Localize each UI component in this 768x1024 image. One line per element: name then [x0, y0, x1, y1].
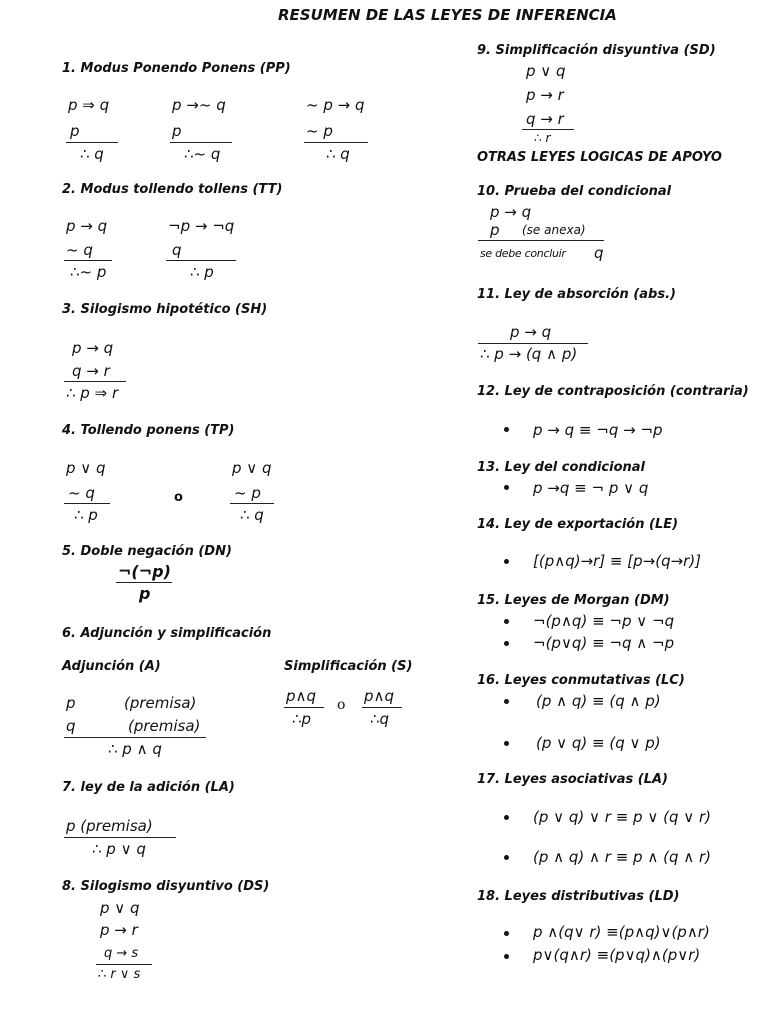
- exportacion-formula: [(p∧q)→r] ≡ [p→(q→r)]: [533, 552, 702, 570]
- morgan-bullet-2: [504, 641, 509, 646]
- sh-premise1: p → q: [72, 339, 114, 357]
- heading-leyes-conmutativas: 16. Leyes conmutativas (LC): [477, 673, 685, 688]
- simp-b-premise: p∧q: [364, 687, 395, 705]
- conmutativa-formula-2: (p ∨ q) ≡ (q ∨ p): [536, 734, 661, 752]
- abs-conclusion: ∴ p → (q ∧ p): [480, 345, 578, 363]
- simp-a-rule: [284, 707, 324, 708]
- pp-b-premise2: p: [172, 122, 182, 140]
- conmutativa-formula-1: (p ∧ q) ≡ (q ∧ p): [536, 692, 661, 710]
- pp-b-conclusion: ∴~ q: [184, 145, 221, 163]
- contraposicion-bullet: [504, 427, 509, 432]
- tp-a-premise1: p ∨ q: [66, 459, 106, 477]
- morgan-formula-1: ¬(p∧q) ≡ ¬p ∨ ¬q: [533, 612, 675, 630]
- sd-conclusion: ∴ r: [534, 131, 551, 145]
- adj-rule: [64, 737, 206, 738]
- asociativa-bullet-2: [504, 855, 509, 860]
- heading-ley-adicion: 7. ley de la adición (LA): [62, 780, 235, 795]
- tp-b-rule: [230, 503, 274, 504]
- ds-premise2: p → r: [100, 921, 138, 939]
- adj-line1-var: p: [66, 694, 76, 712]
- heading-adjuncion: Adjunción (A): [62, 659, 161, 674]
- simp-b-conclusion: ∴q: [370, 710, 390, 728]
- tp-a-premise2: ~ q: [68, 484, 95, 502]
- tp-a-rule: [64, 503, 110, 504]
- heading-ley-exportacion: 14. Ley de exportación (LE): [477, 517, 679, 532]
- ds-conclusion: ∴ r ∨ s: [98, 967, 141, 982]
- tt-b-premise1: ¬p → ¬q: [168, 217, 235, 235]
- heading-silogismo-hipotetico: 3. Silogismo hipotético (SH): [62, 302, 268, 317]
- pp-c-rule: [304, 142, 368, 143]
- sd-premise1: p ∨ q: [526, 62, 566, 80]
- distributiva-formula-2: p∨(q∧r) ≡(p∨q)∧(p∨r): [533, 946, 701, 964]
- dn-premise: ¬(¬p): [118, 562, 171, 581]
- tt-b-rule: [166, 260, 236, 261]
- pc-premise1: p → q: [490, 203, 532, 221]
- simp-a-conclusion: ∴p: [292, 710, 312, 728]
- pp-a-rule: [66, 142, 118, 143]
- pp-c-conclusion: ∴ q: [326, 145, 350, 163]
- adj-line2-note: (premisa): [128, 717, 201, 735]
- heading-leyes-distributivas: 18. Leyes distributivas (LD): [477, 889, 680, 904]
- asociativa-bullet-1: [504, 815, 509, 820]
- la-rule: [64, 837, 176, 838]
- la-conclusion: ∴ p ∨ q: [92, 840, 146, 858]
- tp-b-conclusion: ∴ q: [240, 506, 264, 524]
- abs-premise: p → q: [510, 323, 552, 341]
- pp-a-premise1: p ⇒ q: [68, 96, 110, 114]
- tt-b-premise2: q: [172, 241, 182, 259]
- heading-otras-leyes: OTRAS LEYES LOGICAS DE APOYO: [477, 150, 722, 165]
- simp-a-premise: p∧q: [286, 687, 317, 705]
- simp-separator: o: [337, 697, 346, 713]
- heading-adjuncion-simplificacion: 6. Adjunción y simplificación: [62, 626, 272, 641]
- tt-b-conclusion: ∴ p: [190, 263, 214, 281]
- sd-premise2: p → r: [526, 86, 564, 104]
- pc-conclusion-text: se debe concluir: [480, 247, 566, 260]
- dn-conclusion: p: [139, 584, 151, 603]
- heading-prueba-condicional: 10. Prueba del condicional: [477, 184, 672, 199]
- heading-modus-tollendo-tollens: 2. Modus tollendo tollens (TT): [62, 182, 283, 197]
- tp-separator: o: [174, 490, 183, 505]
- tp-a-conclusion: ∴ p: [74, 506, 98, 524]
- heading-leyes-morgan: 15. Leyes de Morgan (DM): [477, 593, 670, 608]
- heading-simplificacion: Simplificación (S): [284, 659, 413, 674]
- pp-b-rule: [170, 142, 232, 143]
- adj-line1-note: (premisa): [124, 694, 197, 712]
- tt-a-conclusion: ∴~ p: [70, 263, 107, 281]
- morgan-formula-2: ¬(p∨q) ≡ ¬q ∧ ¬p: [533, 634, 675, 652]
- sd-premise3: q → r: [526, 110, 564, 128]
- simp-b-rule: [362, 707, 402, 708]
- distributiva-formula-1: p ∧(q∨ r) ≡(p∧q)∨(p∧r): [533, 923, 710, 941]
- condicional-formula: p →q ≡ ¬ p ∨ q: [533, 479, 649, 497]
- ds-rule: [96, 964, 152, 965]
- sh-rule: [64, 381, 126, 382]
- pp-a-premise2: p: [70, 122, 80, 140]
- heading-doble-negacion: 5. Doble negación (DN): [62, 544, 232, 559]
- pp-c-premise1: ~ p → q: [306, 96, 365, 114]
- adj-conclusion: ∴ p ∧ q: [108, 740, 162, 758]
- contraposicion-formula: p → q ≡ ¬q → ¬p: [533, 421, 663, 439]
- dn-rule: [116, 582, 172, 583]
- distributiva-bullet-1: [504, 931, 509, 936]
- morgan-bullet-1: [504, 619, 509, 624]
- tt-a-rule: [64, 260, 112, 261]
- exportacion-bullet: [504, 559, 509, 564]
- heading-ley-condicional: 13. Ley del condicional: [477, 460, 645, 475]
- heading-modus-ponendo-ponens: 1. Modus Ponendo Ponens (PP): [62, 61, 291, 76]
- asociativa-formula-1: (p ∨ q) ∨ r ≡ p ∨ (q ∨ r): [533, 808, 711, 826]
- conmutativa-bullet-2: [504, 741, 509, 746]
- pp-c-premise2: ~ p: [306, 122, 333, 140]
- pc-conclusion-var: q: [594, 244, 604, 262]
- heading-ley-contraposicion: 12. Ley de contraposición (contraria): [477, 384, 749, 399]
- conmutativa-bullet-1: [504, 699, 509, 704]
- heading-simplificacion-disyuntiva: 9. Simplificación disyuntiva (SD): [477, 43, 716, 58]
- pp-a-conclusion: ∴ q: [80, 145, 104, 163]
- page-title: RESUMEN DE LAS LEYES DE INFERENCIA: [278, 6, 617, 24]
- abs-rule: [478, 343, 588, 344]
- tt-a-premise1: p → q: [66, 217, 108, 235]
- asociativa-formula-2: (p ∧ q) ∧ r ≡ p ∧ (q ∧ r): [533, 848, 711, 866]
- ds-premise1: p ∨ q: [100, 899, 140, 917]
- sh-conclusion: ∴ p ⇒ r: [66, 384, 119, 402]
- adj-line2-var: q: [66, 717, 76, 735]
- la-premise: p (premisa): [66, 817, 153, 835]
- distributiva-bullet-2: [504, 954, 509, 959]
- heading-ley-absorcion: 11. Ley de absorción (abs.): [477, 287, 676, 302]
- tp-b-premise2: ~ p: [234, 484, 261, 502]
- tt-a-premise2: ~ q: [66, 241, 93, 259]
- ds-premise3: q → s: [104, 946, 139, 961]
- heading-leyes-asociativas: 17. Leyes asociativas (LA): [477, 772, 668, 787]
- tp-b-premise1: p ∨ q: [232, 459, 272, 477]
- sh-premise2: q → r: [72, 362, 110, 380]
- pc-rule: [478, 240, 604, 241]
- condicional-bullet: [504, 485, 509, 490]
- sd-rule: [522, 129, 574, 130]
- pc-premise2: p: [490, 221, 500, 239]
- pp-b-premise1: p →~ q: [172, 96, 226, 114]
- heading-silogismo-disyuntivo: 8. Silogismo disyuntivo (DS): [62, 879, 270, 894]
- pc-note: (se anexa): [522, 223, 586, 237]
- heading-tollendo-ponens: 4. Tollendo ponens (TP): [62, 423, 235, 438]
